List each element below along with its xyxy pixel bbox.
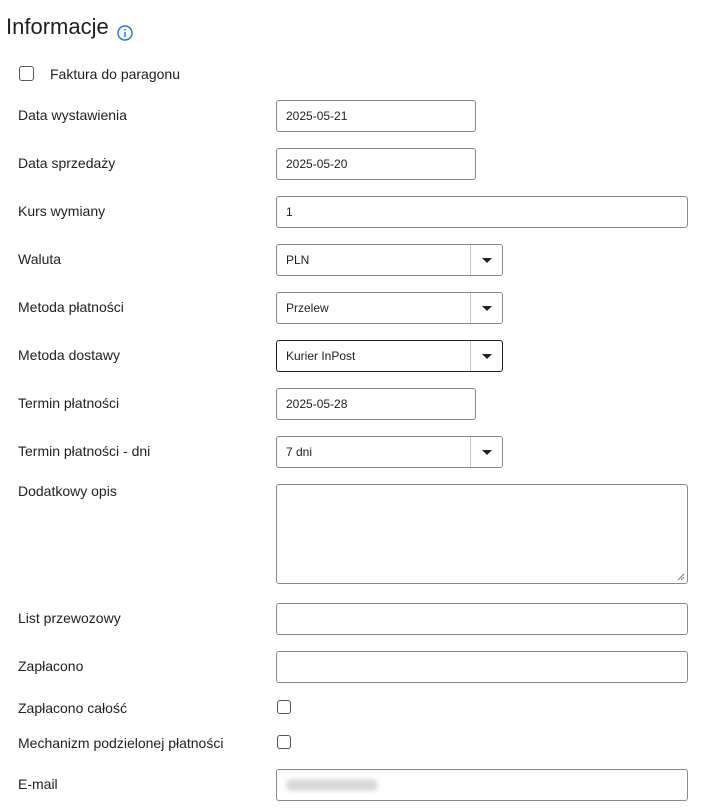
split-payment-checkbox[interactable] [277,735,291,749]
issue-date-input[interactable] [276,100,476,132]
waybill-label: List przewozowy [18,610,121,626]
additional-description-label: Dodatkowy opis [18,483,117,499]
email-input[interactable] [276,769,688,801]
payment-method-select[interactable] [276,292,503,324]
delivery-method-label: Metoda dostawy [18,347,120,363]
exchange-rate-input[interactable] [276,196,688,228]
chevron-down-icon[interactable] [470,437,502,467]
currency-select[interactable] [276,244,503,276]
payment-due-days-label: Termin płatności - dni [18,443,151,459]
paid-input[interactable] [276,651,688,683]
invoice-for-receipt-checkbox[interactable] [19,66,34,81]
resize-handle-icon[interactable] [677,573,685,581]
delivery-method-value: Kurier InPost [286,349,356,363]
split-payment-label: Mechanizm podzielonej płatności [18,735,224,751]
info-icon[interactable] [117,19,133,35]
payment-method-value: Przelew [286,301,329,315]
paid-label: Zapłacono [18,658,84,674]
currency-label: Waluta [18,251,62,267]
redacted-email [286,779,378,791]
payment-due-value: 2025-05-28 [286,397,348,411]
chevron-down-icon[interactable] [470,245,502,275]
sale-date-label: Data sprzedaży [18,155,116,171]
sale-date-value: 2025-05-20 [286,157,348,171]
payment-due-input[interactable] [276,388,476,420]
exchange-rate-value: 1 [286,205,293,219]
payment-due-label: Termin płatności [18,395,120,411]
issue-date-label: Data wystawienia [18,107,127,123]
delivery-method-select[interactable] [276,340,503,372]
email-label: E-mail [18,776,58,792]
currency-value: PLN [286,253,310,267]
additional-description-textarea[interactable] [276,484,688,584]
payment-due-days-value: 7 dni [286,445,313,459]
section-title: Informacje [6,14,109,39]
issue-date-value: 2025-05-21 [286,109,348,123]
waybill-input[interactable] [276,603,688,635]
chevron-down-icon[interactable] [470,341,502,371]
paid-full-checkbox[interactable] [277,700,291,714]
sale-date-input[interactable] [276,148,476,180]
payment-method-label: Metoda płatności [18,299,124,315]
payment-due-days-select[interactable] [276,436,503,468]
invoice-for-receipt-label: Faktura do paragonu [50,66,180,82]
exchange-rate-label: Kurs wymiany [18,203,106,219]
paid-full-label: Zapłacono całość [18,700,127,716]
section-header [6,12,133,42]
chevron-down-icon[interactable] [470,293,502,323]
